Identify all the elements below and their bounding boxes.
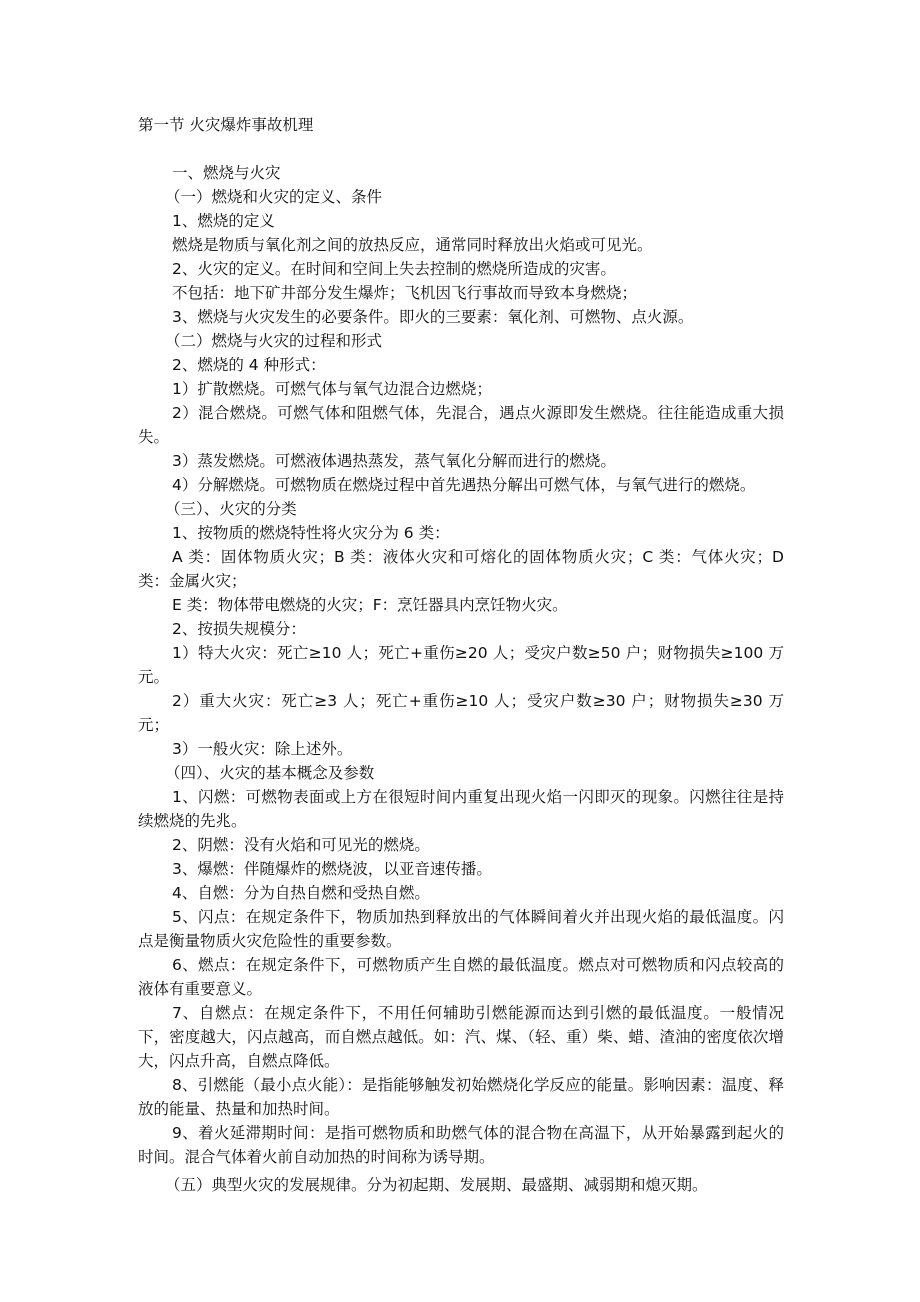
paragraph: 一、燃烧与火灾 (172, 164, 281, 182)
document-page (138, 113, 784, 1197)
paragraph: 1、按物质的燃烧特性将火灾分为 6 类： (172, 524, 450, 542)
paragraph: 8、引燃能（最小点火能）：是指能够触发初始燃烧化学反应的能量。影响因素：温度、释放的能量、热量和加热时间。 (138, 1076, 784, 1118)
subsection-heading: （五）典型火灾的发展规律。分为初起期、发展期、最盛期、减弱期和熄灭期。 (165, 1176, 708, 1194)
paragraph: 3、燃烧与火灾发生的必要条件。即火的三要素：氧化剂、可燃物、点火源。 (172, 308, 694, 326)
paragraph: 7、自燃点：在规定条件下，不用任何辅助引燃能源而达到引燃的最低温度。一般情况下，密度越大，闪点越高，而自燃点越低。如：汽、煤、（轻、重）柴、蜡、渣油的密度依次增大，闪点升高，自燃点降低。 (138, 1004, 784, 1070)
paragraph: 5、闪点：在规定条件下，物质加热到释放出的气体瞬间着火并出现火焰的最低温度。闪点是衡量物质火灾危险性的重要参数。 (138, 908, 784, 950)
paragraph: 燃烧是物质与氧化剂之间的放热反应，通常同时释放出火焰或可见光。 (172, 236, 653, 254)
paragraph: 2、按损失规模分： (172, 620, 306, 638)
paragraph: 2、阴燃：没有火焰和可见光的燃烧。 (172, 836, 430, 854)
paragraph: 6、燃点：在规定条件下，可燃物质产生自燃的最低温度。燃点对可燃物质和闪点较高的液体有重要意义。 (138, 956, 784, 998)
paragraph: 9、着火延滞期时间：是指可燃物质和助燃气体的混合物在高温下，从开始暴露到起火的时间。混合气体着火前自动加热的时间称为诱导期。 (138, 1124, 784, 1166)
paragraph: 4）分解燃烧。可燃物质在燃烧过程中首先遇热分解出可燃气体，与氧气进行的燃烧。 (172, 476, 756, 494)
paragraph: 不包括：地下矿井部分发生爆炸；飞机因飞行事故而导致本身燃烧； (172, 284, 638, 302)
document-body (138, 161, 784, 1197)
paragraph: 2）重大火灾：死亡≥3 人；死亡+重伤≥10 人；受灾户数≥30 户；财物损失≥30 万元； (138, 692, 784, 734)
paragraph: 3）蒸发燃烧。可燃液体遇热蒸发，蒸气氧化分解而进行的燃烧。 (172, 452, 616, 470)
paragraph: 1、燃烧的定义 (172, 212, 275, 230)
paragraph: 1、闪燃：可燃物表面或上方在很短时间内重复出现火焰一闪即灭的现象。闪燃往往是持续燃烧的先兆。 (138, 788, 784, 830)
paragraph: 1）扩散燃烧。可燃气体与氧气边混合边燃烧； (172, 380, 492, 398)
paragraph: 3、爆燃：伴随爆炸的燃烧波，以亚音速传播。 (172, 860, 492, 878)
paragraph: 1）特大火灾：死亡≥10 人；死亡+重伤≥20 人；受灾户数≥50 户；财物损失≥100 万元。 (138, 644, 784, 686)
section-title: 第一节 火灾爆炸事故机理 (138, 116, 314, 134)
paragraph: E 类：物体带电燃烧的火灾；F：烹饪器具内烹饪物火灾。 (172, 596, 568, 614)
paragraph: 3）一般火灾：除上述外。 (172, 740, 353, 758)
subsection-heading: （一）燃烧和火灾的定义、条件 (165, 188, 383, 206)
paragraph: A 类：固体物质火灾；B 类：液体火灾和可熔化的固体物质火灾；C 类：气体火灾；D 类：金属火灾； (138, 548, 784, 590)
paragraph: 2、火灾的定义。在时间和空间上失去控制的燃烧所造成的灾害。 (172, 260, 616, 278)
subsection-heading: （三）、火灾的分类 (165, 500, 297, 518)
subsection-heading: （四）、火灾的基本概念及参数 (165, 764, 375, 782)
paragraph: 2、燃烧的 4 种形式： (172, 356, 326, 374)
paragraph: 2）混合燃烧。可燃气体和阻燃气体，先混合，遇点火源即发生燃烧。往往能造成重大损失。 (138, 404, 784, 446)
paragraph: 4、自燃：分为自热自燃和受热自燃。 (172, 884, 430, 902)
subsection-heading: （二）燃烧与火灾的过程和形式 (165, 332, 383, 350)
